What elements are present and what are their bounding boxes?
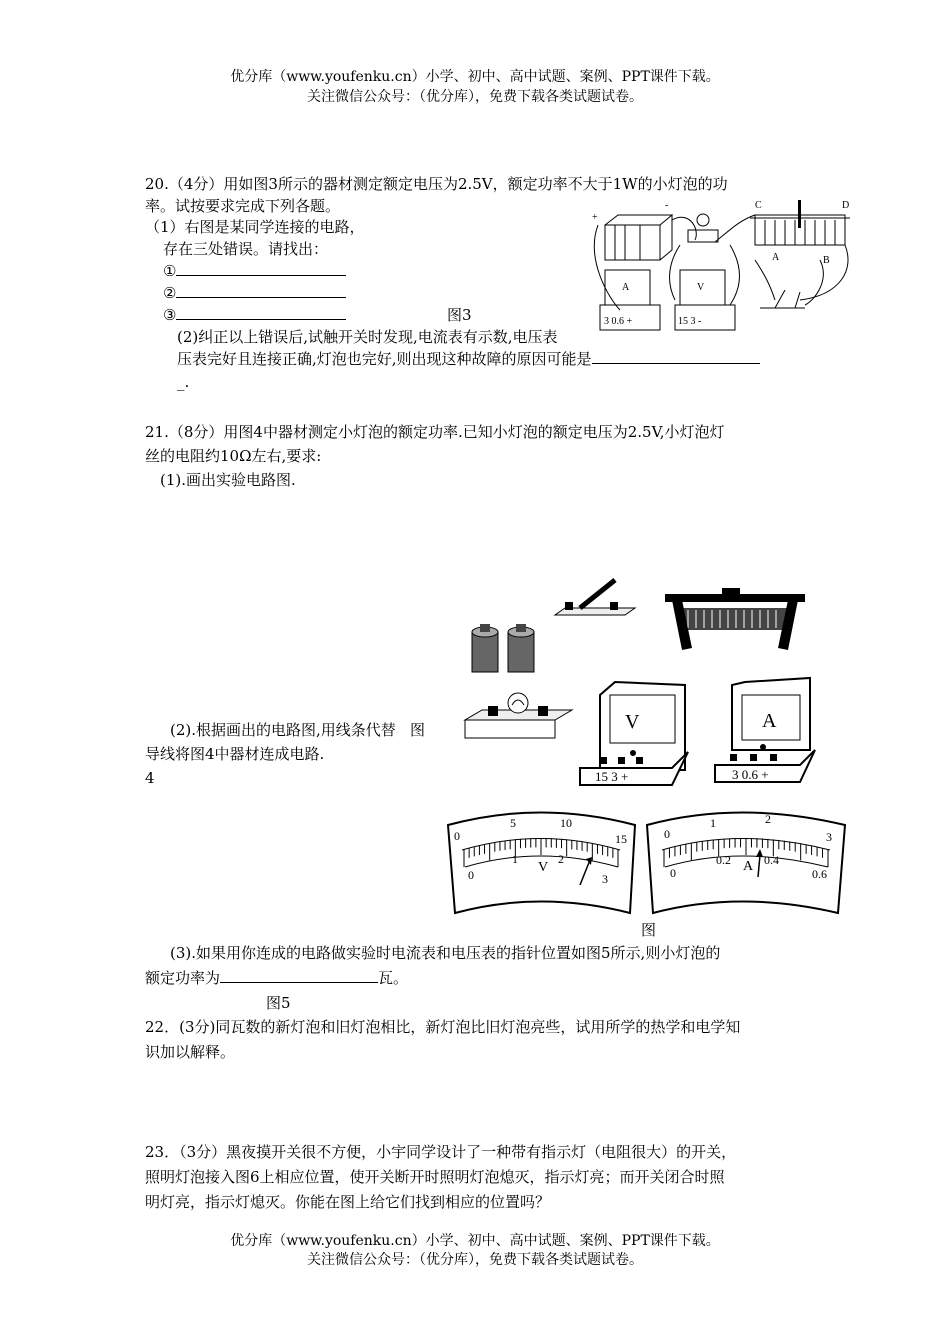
fig4-ammeter-label: A xyxy=(762,710,777,732)
a-top-label-0: 0 xyxy=(664,827,670,841)
fig3-c-label: C xyxy=(755,200,762,211)
battery-icon xyxy=(472,624,534,672)
answer-blank[interactable] xyxy=(220,968,378,983)
q20-sub1-b: 存在三处错误。请找出： xyxy=(163,240,329,258)
q23-line-3: 明灯亮，指示灯熄灭。你能在图上给它们找到相应的位置吗？ xyxy=(145,1193,551,1211)
rheostat-icon xyxy=(665,588,805,650)
q20-line-2: 率。试按要求完成下列各题。 xyxy=(145,197,341,215)
q21-unit: 瓦。 xyxy=(378,969,409,987)
voltmeter-dial xyxy=(448,813,635,914)
voltmeter-icon xyxy=(580,682,688,785)
q22-line-2: 识加以解释。 xyxy=(145,1043,236,1061)
q20-line-1: 20.（4分）用如图3所示的器材测定额定电压为2.5V，额定功率不大于1W的小灯泡的功 xyxy=(145,175,728,193)
q21-sub2-b: 导线将图4中器材连成电路. xyxy=(145,745,325,763)
q23-line-2: 照明灯泡接入图6上相应位置，使开关断开时照明灯泡熄灭，指示灯亮；而开关闭合时照 xyxy=(145,1168,725,1186)
q21-line-1: 21.（8分）用图4中器材测定小灯泡的额定功率.已知小灯泡的额定电压为2.5V,小灯泡灯 xyxy=(145,423,725,441)
v-unit-label: V xyxy=(538,860,549,875)
footer-line-2: 关注微信公众号：（优分库），免费下载各类试题试卷。 xyxy=(307,1252,643,1268)
a-top-label-3: 3 xyxy=(826,830,832,844)
fig4-voltmeter-label: V xyxy=(625,711,640,733)
v-bottom-label-0: 0 xyxy=(468,868,474,882)
q21-sub2-a: (2).根据画出的电路图,用线条代替 xyxy=(170,721,396,739)
fig3-voltmeter-terminals: 15 3 - xyxy=(678,316,702,327)
figure-5-meters xyxy=(440,805,860,920)
switch-icon xyxy=(555,580,635,615)
item-marker: ① xyxy=(163,262,177,280)
fig3-label: 图3 xyxy=(447,306,472,324)
fig5-top-label: 图 xyxy=(641,921,657,939)
footer-line-1: 优分库（www.youfenku.cn）小学、初中、高中试题、案例、PPT课件下载。 xyxy=(230,1233,720,1249)
a-unit-label: A xyxy=(743,859,754,874)
fig3-ammeter-label: A xyxy=(622,282,630,293)
q20-answer-1[interactable] xyxy=(163,259,346,283)
ammeter-icon xyxy=(715,678,815,782)
q21-sub3-b xyxy=(145,966,408,990)
answer-blank[interactable] xyxy=(176,283,346,298)
answer-blank[interactable] xyxy=(176,305,346,320)
answer-blank[interactable] xyxy=(176,261,346,276)
q21-sub3-a: (3).如果用你连成的电路做实验时电流表和电压表的指针位置如图5所示,则小灯泡的 xyxy=(170,944,721,962)
figure-3-circuit xyxy=(590,200,860,340)
item-marker: ③ xyxy=(163,306,177,324)
ammeter-dial xyxy=(647,812,845,913)
q21-line-2: 丝的电阻约10Ω左右,要求: xyxy=(145,447,322,465)
a-bottom-label-0: 0 xyxy=(670,866,676,880)
a-bottom-label-1: 0.2 xyxy=(716,853,731,867)
lamp-icon xyxy=(697,214,709,226)
fig3-voltmeter-label: V xyxy=(697,282,705,293)
q20-sub2-c: _. xyxy=(177,373,190,391)
fig3-a-label: A xyxy=(772,252,780,263)
q20-answer-3[interactable] xyxy=(163,303,346,327)
fig3-d-label: D xyxy=(842,200,850,211)
fig3-minus-label: - xyxy=(665,200,669,211)
fig5-label: 图5 xyxy=(266,994,291,1012)
figure-4-apparatus xyxy=(460,570,820,800)
a-bottom-label-3: 0.6 xyxy=(812,867,827,881)
answer-blank[interactable] xyxy=(592,349,760,364)
item-marker: ② xyxy=(163,284,177,302)
q23-line-1: 23．（3分）黑夜摸开关很不方便，小宇同学设计了一种带有指示灯（电阻很大）的开关， xyxy=(145,1143,737,1161)
fig4-voltmeter-terminals: 15 3 + xyxy=(595,769,629,784)
q20-sub1-a: （1）右图是某同学连接的电路， xyxy=(145,218,365,236)
fig4-ammeter-terminals: 3 0.6 + xyxy=(732,767,769,782)
fig3-plus-label: + xyxy=(592,212,598,223)
fig4-label-a: 图 xyxy=(410,721,426,739)
v-bottom-label-2: 2 xyxy=(558,852,564,866)
q21-sub1: (1).画出实验电路图. xyxy=(160,471,296,489)
v-top-label-0: 0 xyxy=(454,829,460,843)
v-top-label-3: 15 xyxy=(615,832,627,846)
fig3-b-label: B xyxy=(823,255,830,266)
v-top-label-1: 5 xyxy=(510,816,516,830)
header-line-2: 关注微信公众号：（优分库），免费下载各类试题试卷。 xyxy=(307,89,643,105)
fig4-label-b: 4 xyxy=(145,769,155,787)
q22-line-1: 22．(3分)同瓦数的新灯泡和旧灯泡相比，新灯泡比旧灯泡亮些，试用所学的热学和电学知 xyxy=(145,1018,741,1036)
rheostat-slider xyxy=(798,200,801,228)
a-top-label-2: 2 xyxy=(765,812,771,826)
v-bottom-label-3: 3 xyxy=(602,872,608,886)
q20-sub2-b-text: 压表完好且连接正确,灯泡也完好,则出现这种故障的原因可能是 xyxy=(177,350,592,368)
header-line-1: 优分库（www.youfenku.cn）小学、初中、高中试题、案例、PPT课件下载。 xyxy=(230,69,720,85)
fig3-ammeter-terminals: 3 0.6 + xyxy=(604,316,633,327)
q20-sub2-b xyxy=(177,347,760,371)
q20-answer-2[interactable] xyxy=(163,281,346,305)
q20-sub2-a: (2)纠正以上错误后,试触开关时发现,电流表有示数,电压表 xyxy=(177,328,558,346)
lamp-icon xyxy=(465,693,572,738)
battery-icon xyxy=(605,225,660,260)
v-top-label-2: 10 xyxy=(560,816,572,830)
a-bottom-label-2: 0.4 xyxy=(764,853,779,867)
switch-icon xyxy=(760,290,805,308)
v-bottom-label-1: 1 xyxy=(512,852,518,866)
q21-sub3-b-text: 额定功率为 xyxy=(145,969,221,987)
a-top-label-1: 1 xyxy=(710,816,716,830)
